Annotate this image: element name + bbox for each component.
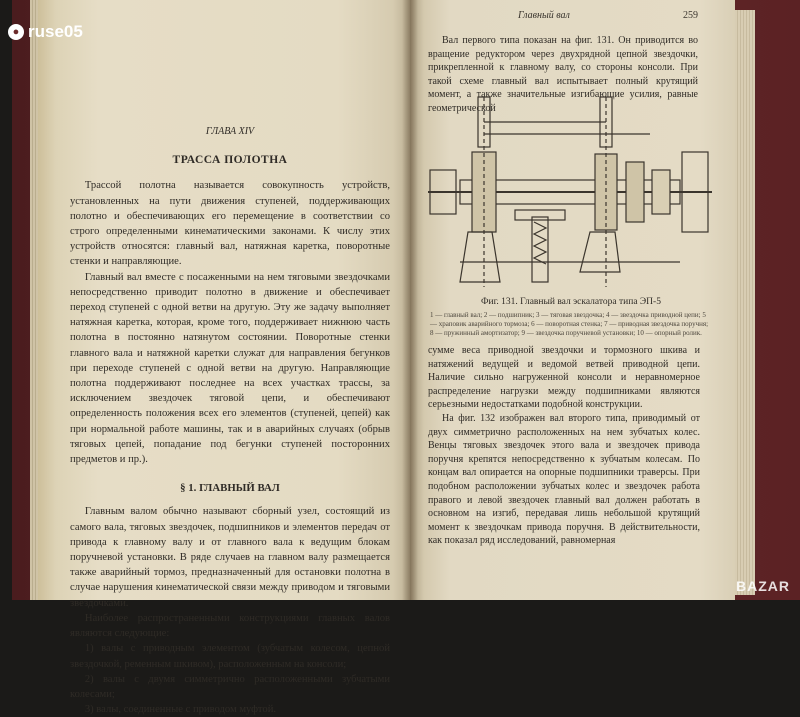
list-item: 2) валы с двумя симметрично расположенными зубчатыми колесами;	[70, 673, 390, 700]
right-page-edges	[735, 10, 755, 595]
paragraph: сумме веса приводной звездочки и тормозного шкива и натяжений ведущей и ведомой ветвей приводной цепи. Наличие сильно нагруженной консоли и неравномерное распределение нагрузки между подшипниками являются серьезными недостатками подобной конструкции.	[428, 345, 700, 411]
main-shaft-drawing	[420, 92, 720, 297]
paragraph: Наиболее распространенными конструкциями главных валов являются следующие:	[70, 612, 390, 640]
paragraph: Трассой полотна называется совокупность устройств, установленных на пути движения ступеней, поддерживающих полотно и обеспечивающих его перемещение в соответствии со строго определенными кинематическими законами. К числу этих устройств относятся: главный вал, натяжная каретка, поворотные стенки и направляющие.	[70, 180, 390, 268]
section-heading: § 1. ГЛАВНЫЙ ВАЛ	[180, 482, 280, 495]
brake-ratchet	[652, 170, 670, 214]
chapter-label: ГЛАВА XIV	[205, 126, 255, 137]
figure-legend: 1 — главный вал; 2 — подшипник; 3 — тяговая звездочка; 4 — звездочка приводной цепи; 5 — храповик аварийного тормоза; 6 — поворотная стенка; 7 — приводная звездочка поручня; 8 — пружинный амортизатор; 9 — звездочка поручневой установки; 10 — опорный ролик.	[430, 311, 709, 337]
page-number: 259	[683, 10, 698, 21]
running-head	[428, 10, 698, 21]
coin-icon: ●	[8, 24, 24, 40]
chapter-title: ТРАССА ПОЛОТНА	[172, 154, 288, 167]
book-gutter	[402, 0, 418, 600]
detail-view-frame	[515, 210, 565, 220]
left-page-text	[70, 124, 390, 717]
paragraph: Вал первого типа показан на фиг. 131. Он приводится во вращение редуктором через двухрядной цепной звездочки, прикрепленной к главному валу, со стороны консоли. При такой схеме главный вал испытывает полный крутящий момент, а также значительные изгибающие усилия, равные геометрической	[428, 35, 698, 114]
brand-watermark: BAZAR	[736, 578, 790, 594]
paragraph: На фиг. 132 изображен вал второго типа, приводимый от двух симметрично расположенных на нем зубчатых колес. Венцы тяговых звездочек этого вала и звездочек привода поручня крепятся непосредственно к зубчатым колесам. По концам вал опирается на опорные подшипники траверсы. При подобном расположении зубчатых колес и звездочек работа правого и левой звездочек главный вал должен работать в основном на изгиб, передавая лишь небольшой крутящий момент к звездочкам привода поручня. В действительности, как показал ряд исследований, равномерная	[428, 412, 700, 547]
spring-coil	[534, 222, 546, 264]
center-lower-guide	[580, 232, 620, 272]
list-item: 3) валы, соединенные с приводом муфтой.	[84, 704, 277, 716]
site-watermark	[8, 22, 83, 42]
left-lower-guide	[460, 232, 500, 282]
site-name: ruse05	[28, 22, 83, 41]
figure-caption: Фиг. 131. Главный вал эскалатора типа ЭП-5	[481, 297, 661, 307]
running-head-title: Главный вал	[518, 10, 570, 21]
list-item: 1) валы с приводным элементом (зубчатым колесом, цепной звездочкой, ременным шкивом), расположенным на консоли;	[70, 643, 390, 670]
right-page-body	[428, 344, 700, 548]
drive-gear	[626, 162, 644, 222]
paragraph: Главным валом обычно называют сборный узел, состоящий из самого вала, тяговых звездочек, подшипников и элементов передач от привода к главному валу и от главного вала к ведущим блокам поручневой установки. В ряде случаев на главном валу размещается также аварийный тормоз, предназначенный для остановки полотна в случае нарушения кинематической связи между приводом и тяговыми звездочками.	[70, 506, 390, 609]
paragraph: Главный вал вместе с посаженными на нем тяговыми звездочками непосредственно приводит полотно в движение и обеспечивает переход ступеней с одной ветви на другую. Эту же задачу выполняет натяжная каретка, которая, кроме того, поддерживает нижнюю часть полотна в постоянно натянутом состоянии. Поворотные стенки главного вала и натяжной каретки служат для направления бегунков при переходе ступеней с одной ветви на другую. Направляющие полотна поддерживают последнее на всех участках трассы, за исключением звездочек тяговой цепи, и обеспечивают определенность положения всех его элементов (ступеней, цепей) как при нормальной работе машины, так и в аварийных случаях (обрыв тяговых цепей, попадание под бегунки ступеней посторонних предметов и пр.).	[70, 271, 390, 466]
